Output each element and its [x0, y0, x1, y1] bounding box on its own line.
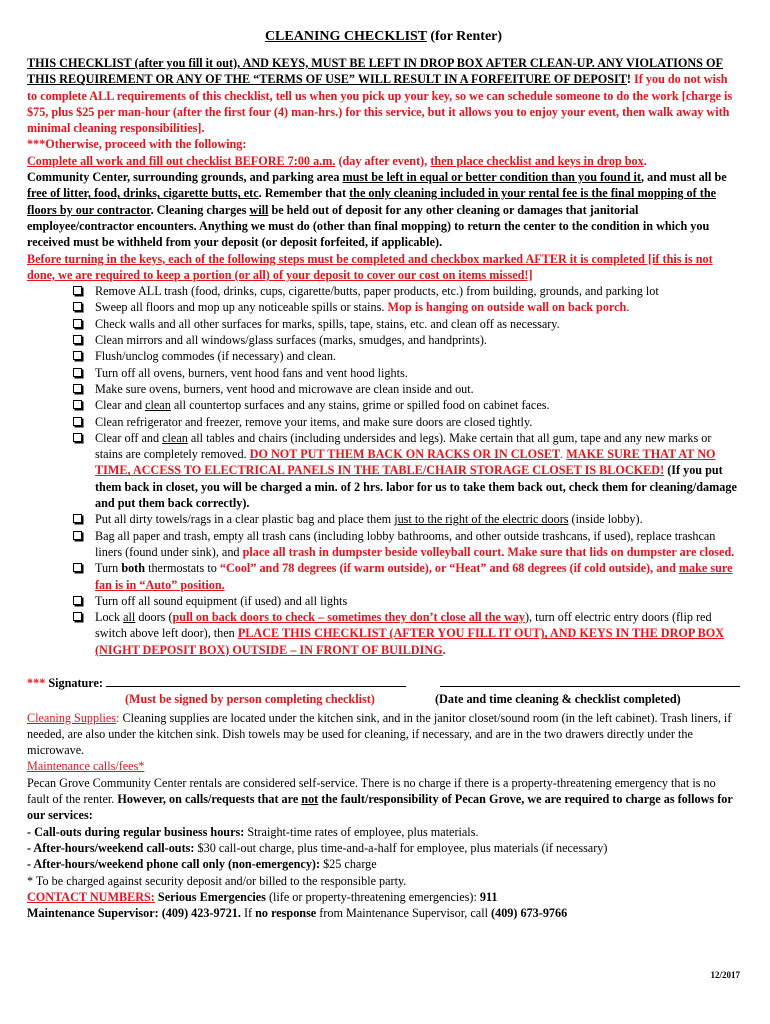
checkbox[interactable]: [73, 351, 82, 360]
checklist-item: Clear off and clean all tables and chairs (including undersides and legs). Make certain that all gum, tape and any new marks or stains are completely removed. DO NOT PUT THEM BACK ON RACKS OR IN CLOSET. MAKE SURE THAT AT NO TIME, ACCESS TO ELECTRICAL PANELS IN THE TABLE/CHAIR STORAGE CLOSET IS BLOCKED! (If you put them back in closet, you will be charged a min. of 2 hrs. labor for us to take them back out, check them for cleaning/damage and put them back correctly).: [69, 430, 740, 511]
emergency-number: 911: [479, 889, 498, 904]
contact-emergency: CONTACT NUMBERS: Serious Emergencies (life or property-threatening emergencies): 911: [27, 889, 498, 904]
checkbox[interactable]: [73, 596, 82, 605]
fee-line: - After-hours/weekend call-outs: $30 call-out charge, plus time-and-a-half for employee, plus materials (if necessary): [27, 840, 608, 855]
date-caption: (Date and time cleaning & checklist completed): [435, 692, 681, 707]
cleaning-checklist: [27, 283, 740, 658]
checklist-item: Turn both thermostats to “Cool” and 78 degrees (if warm outside), or “Heat” and 68 degrees (if cold outside), and make sure fan is in “Auto” position.: [69, 560, 740, 593]
intro-warning: THIS CHECKLIST (after you fill it out), AND KEYS, MUST BE LEFT IN DROP BOX AFTER CLEAN-UP. ANY VIOLATIONS OF THIS REQUIREMENT OR ANY OF THE “TERMS OF USE” WILL RESULT IN A FORFEITURE OF DEPOSIT! If you do not wish to complete ALL requirements of this checklist, tell us when you pick up your key, so we can schedule someone to do the work [charge is $75, plus $25 per man-hour (after the first four (4) man-hrs.) for this service, but it allows you to enjoy your event, then walk away with minimal cleaning responsibilities].: [27, 56, 733, 136]
contact-supervisor: Maintenance Supervisor: (409) 423-9721. If no response from Maintenance Supervisor, call (409) 673-9766: [27, 906, 568, 921]
fee-note: * To be charged against security deposit and/or billed to the responsible party.: [27, 873, 407, 888]
checkbox[interactable]: [73, 335, 82, 344]
checklist-item: Clean refrigerator and freezer, remove your items, and make sure doors are closed tightly.: [69, 414, 740, 430]
checklist-item: Check walls and all other surfaces for marks, spills, tape, stains, etc. and clean off as necessary.: [69, 316, 740, 332]
checklist-item: Turn off all sound equipment (if used) and all lights: [69, 593, 740, 609]
checkbox[interactable]: [73, 514, 82, 523]
checklist-item: Remove ALL trash (food, drinks, cups, cigarette/butts, paper products, etc.) from building, grounds, and parking lot: [69, 283, 740, 299]
checkbox[interactable]: [73, 433, 82, 442]
checklist-item: Sweep all floors and mop up any noticeable spills or stains. Mop is hanging on outside wall on back porch.: [69, 299, 740, 315]
revision-date: 12/2017: [710, 970, 740, 980]
keys-notice: Before turning in the keys, each of the following steps must be completed and checkbox marked AFTER it is completed [if this is not done, we are required to keep a portion (or all) of your deposit to cover our cost on items missed!]: [27, 251, 713, 282]
checklist-item: Turn off all ovens, burners, vent hood fans and vent hood lights.: [69, 365, 740, 381]
signature-line[interactable]: [106, 675, 406, 687]
supplies-heading: Cleaning Supplies: [27, 710, 117, 725]
dropbox-requirement: THIS CHECKLIST (after you fill it out), AND KEYS, MUST BE LEFT IN DROP BOX AFTER CLEAN-UP. ANY VIOLATIONS OF THIS REQUIREMENT OR ANY OF THE “TERMS OF USE” WILL RESULT IN A FORFEITURE OF DEPOSIT: [27, 56, 723, 87]
checklist-item: Bag all paper and trash, empty all trash cans (including lobby bathrooms, and other outside trashcans, if used), replace trashcan liners (found under sink), and place all trash in dumpster beside volleyball court. Make sure that lids on dumpster are closed.: [69, 528, 740, 561]
date-time-line[interactable]: [440, 675, 740, 687]
signature-caption: (Must be signed by person completing checklist): [125, 692, 375, 707]
checkbox[interactable]: [73, 302, 82, 311]
checkbox[interactable]: [73, 286, 82, 295]
signature-label: *** Signature:: [27, 675, 406, 691]
checkbox[interactable]: [73, 384, 82, 393]
checklist-item: Flush/unclog commodes (if necessary) and clean.: [69, 348, 740, 364]
title-suffix: (for Renter): [430, 29, 503, 44]
title-main: CLEANING CHECKLIST: [264, 29, 427, 44]
checkbox[interactable]: [73, 531, 82, 540]
contacts-heading: CONTACT NUMBERS:: [27, 889, 155, 904]
deadline-notice: Complete all work and fill out checklist BEFORE 7:00 a.m. (day after event), then place checklist and keys in drop box.: [27, 153, 647, 168]
opt-out-notice: If you do not wish to complete ALL requirements of this checklist, tell us when you pick up your key, so we can schedule someone to do the work [charge is $75, plus $25 per man-hour (after the first four (4) man-hrs.) for this service, but it allows you to enjoy your event, then walk away with minimal cleaning responsibilities].: [27, 72, 733, 136]
page-title: [27, 28, 740, 46]
checkbox[interactable]: [73, 563, 82, 572]
fee-line: - Call-outs during regular business hours: Straight-time rates of employee, plus materials.: [27, 824, 479, 839]
checkbox[interactable]: [73, 319, 82, 328]
checkbox[interactable]: [73, 368, 82, 377]
checklist-item: Lock all doors (pull on back doors to check – sometimes they don’t close all the way), turn off electric entry doors (flip red switch above left door), then PLACE THIS CHECKLIST (AFTER YOU FILL IT OUT), AND KEYS IN THE DROP BOX (NIGHT DEPOSIT BOX) OUTSIDE – IN FRONT OF BUILDING.: [69, 609, 740, 658]
signature-captions: [27, 691, 740, 707]
condition-notice: Community Center, surrounding grounds, and parking area must be left in equal or better condition than you found it, and must all be free of litter, food, drinks, cigarette butts, etc. Remember that the only cleaning included in your rental fee is the final mopping of the floors by our contractor. Cleaning charges will be held out of deposit for any other cleaning or damages that janitorial employee/contractor encounters. Anything we must do (other than final mopping) to return the center to the condition in which you received must be withheld from your deposit (or deposit forfeited, if applicable).: [27, 170, 727, 250]
checklist-item: Clean mirrors and all windows/glass surfaces (marks, smudges, and handprints).: [69, 332, 740, 348]
checklist-item: Make sure ovens, burners, vent hood and microwave are clean inside and out.: [69, 381, 740, 397]
maintenance-text: Pecan Grove Community Center rentals are considered self-service. There is no charge if there is a property-threatening emergency that is no fault of the renter. However, on calls/requests that are not the fault/responsibility of Pecan Grove, we are required to charge as follows for our services:: [27, 775, 733, 823]
cleaning-supplies: Cleaning Supplies: Cleaning supplies are located under the kitchen sink, and in the janitor closet/sound room (in the left cabinet). Trash liners, if needed, are also under the kitchen sink. Dish towels may be used for cleaning, if necessary, and are in the two drawers directly under the microwave.: [27, 710, 732, 758]
maintenance-heading: Maintenance calls/fees*: [27, 759, 145, 774]
checkbox[interactable]: [73, 612, 82, 621]
checklist-item: Clear and clean all countertop surfaces and any stains, grime or spilled food on cabinet faces.: [69, 397, 740, 413]
checkbox[interactable]: [73, 417, 82, 426]
checkbox[interactable]: [73, 400, 82, 409]
backup-number: (409) 673-9766: [491, 906, 568, 921]
checklist-item: Put all dirty towels/rags in a clear plastic bag and place them just to the right of the electric doors (inside lobby).: [69, 511, 740, 527]
proceed-notice: ***Otherwise, proceed with the following:: [27, 137, 247, 152]
signature-row: [27, 675, 740, 691]
fee-line: - After-hours/weekend phone call only (non-emergency): $25 charge: [27, 857, 377, 872]
